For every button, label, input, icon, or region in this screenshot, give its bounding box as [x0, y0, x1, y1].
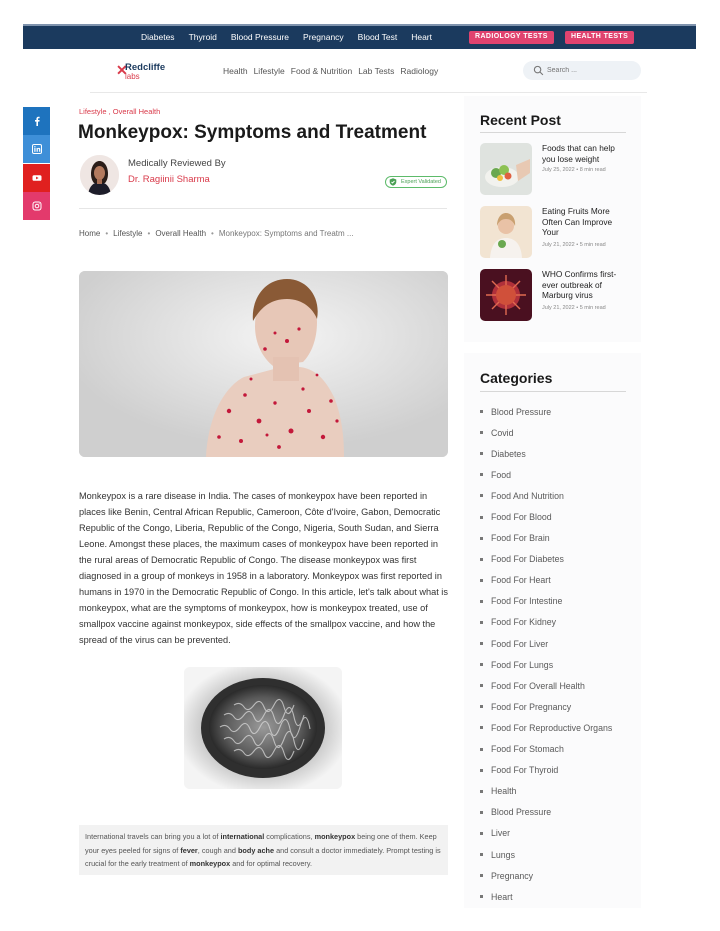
nav-food-nutrition[interactable]: Food & Nutrition [290, 66, 353, 76]
post-meta: July 21, 2022 • 5 min read [542, 305, 606, 311]
category-item[interactable]: Food For Blood [480, 506, 612, 527]
category-item[interactable]: Covid [480, 422, 612, 443]
categories-title: Categories [480, 370, 553, 386]
post-meta: July 21, 2022 • 5 min read [542, 242, 606, 248]
search-box [523, 61, 641, 80]
logo-subtext: labs [125, 72, 140, 81]
callout-text: and consult a doctor immediately. Prompt testing is crucial for the early treatment of [85, 845, 441, 868]
breadcrumb-separator: • [105, 229, 109, 238]
post-thumbnail [480, 206, 532, 258]
category-item[interactable]: Food For Lungs [480, 654, 612, 675]
topnav-thyroid[interactable]: Thyroid [188, 32, 217, 42]
post-thumbnail [480, 269, 532, 321]
article-callout [79, 825, 448, 875]
badge-text: Expert Validated [401, 178, 441, 185]
callout-bold: monkeypox [314, 832, 356, 841]
category-item[interactable]: Health [480, 781, 612, 802]
article-body: Monkeypox is a rare disease in India. The cases of monkeypox have been reported in places like Benin, Central African Republic, Cameroon, Côte d'Ivoire, Gabon, Democratic Republic of the Congo, Liberia, Republic of the Congo, Nigeria, South Sudan, and Sierra Leone. Amongst these places, the maximum cases of monkeypox have been reported in the rural areas of Democratic Republic of Congo. The disease monkeypox was first diagnosed in a group of monkeys in 1958 in a laboratory. Monkeypox was first reported in humans in 1970 in the Democratic Republic of Congo. In this article, let's talk about what is monkeypox, what are the symptoms of monkeypox, how is monkeypox treated, use of smallpox vaccine against monkeypox, side effects of the smallpox vaccine, and how the spread of the virus can be prevented. [79, 491, 448, 645]
category-item[interactable]: Food For Heart [480, 570, 612, 591]
page-title: Monkeypox: Symptoms and Treatment [78, 122, 427, 143]
category-item[interactable]: Lungs [480, 844, 612, 865]
callout-bold: fever [180, 845, 198, 855]
category-item[interactable]: Food For Kidney [480, 612, 612, 633]
category-item[interactable]: Blood Pressure [480, 802, 612, 823]
breadcrumb-current: Monkeypox: Symptoms and Treatm ... [218, 229, 354, 238]
search-icon[interactable] [533, 65, 544, 76]
category-item[interactable]: Pregnancy [480, 865, 612, 886]
categories-card [464, 353, 641, 908]
top-bar [23, 24, 696, 49]
breadcrumb-overall-health[interactable]: Overall Health [155, 229, 207, 238]
category-item[interactable]: Liver [480, 823, 612, 844]
topnav-blood-pressure[interactable]: Blood Pressure [230, 32, 290, 42]
logo-mark-icon: ✕ [116, 62, 128, 78]
category-item[interactable]: Food For Diabetes [480, 549, 612, 570]
recent-post-item[interactable] [480, 206, 630, 260]
recent-post-item[interactable] [480, 143, 630, 197]
article-categories[interactable]: Lifestyle , Overall Health [79, 107, 161, 116]
category-item[interactable]: Food For Overall Health [480, 675, 612, 696]
radiology-tests-button[interactable]: RADIOLOGY TESTS [469, 31, 554, 44]
youtube-icon [32, 173, 42, 183]
reviewer-avatar [80, 155, 119, 195]
category-item[interactable]: Food For Pregnancy [480, 696, 612, 717]
share-facebook-button[interactable] [23, 107, 50, 135]
breadcrumb [79, 229, 354, 238]
search-input[interactable] [547, 64, 633, 77]
recent-post-item[interactable] [480, 269, 630, 323]
callout-bold: monkeypox [189, 859, 231, 868]
category-item[interactable]: Food For Liver [480, 633, 612, 654]
category-item[interactable]: Food [480, 464, 612, 485]
header-divider [90, 92, 647, 93]
logo-text: Redcliffe [125, 62, 166, 73]
virus-micrograph-image [184, 667, 342, 789]
expert-validated-badge [385, 176, 447, 188]
instagram-icon [32, 201, 42, 211]
reviewer-name-link[interactable]: Dr. Ragiinii Sharma [128, 174, 210, 185]
nav-lab-tests[interactable]: Lab Tests [358, 66, 395, 76]
category-item[interactable]: Heart [480, 886, 612, 907]
reviewed-by-label: Medically Reviewed By [128, 158, 226, 169]
breadcrumb-home[interactable]: Home [79, 229, 101, 238]
breadcrumb-lifestyle[interactable]: Lifestyle [113, 229, 143, 238]
category-item[interactable]: Food For Thyroid [480, 760, 612, 781]
callout-text: , cough and [197, 845, 238, 855]
category-item[interactable]: Food For Intestine [480, 591, 612, 612]
recent-posts-title: Recent Post [480, 112, 561, 128]
callout-text: International travels can bring you a lot of [85, 832, 221, 841]
callout-text: and for optimal recovery. [230, 859, 312, 868]
post-title[interactable]: Foods that can help you lose weight [542, 143, 615, 164]
top-nav [141, 32, 432, 42]
nav-radiology[interactable]: Radiology [400, 66, 439, 76]
recent-title-underline [480, 132, 626, 133]
category-item[interactable]: Food And Nutrition [480, 485, 612, 506]
topnav-pregnancy[interactable]: Pregnancy [303, 32, 344, 42]
nav-lifestyle[interactable]: Lifestyle [253, 66, 285, 76]
callout-bold: body ache [237, 845, 275, 855]
article-divider [79, 208, 447, 209]
breadcrumb-separator: • [211, 229, 214, 238]
topnav-heart[interactable]: Heart [411, 32, 433, 42]
breadcrumb-separator: • [147, 229, 151, 238]
main-nav [223, 66, 438, 76]
recent-posts-card [464, 96, 641, 342]
topnav-diabetes[interactable]: Diabetes [141, 32, 175, 42]
share-linkedin-button[interactable] [23, 135, 50, 163]
post-thumbnail [480, 143, 532, 195]
topnav-blood-test[interactable]: Blood Test [357, 32, 398, 42]
category-item[interactable]: Blood Pressure [480, 401, 612, 422]
categories-title-underline [480, 391, 626, 392]
logo[interactable] [116, 62, 176, 82]
category-item[interactable]: Food For Stomach [480, 739, 612, 760]
linkedin-icon [32, 144, 42, 154]
category-item[interactable]: Diabetes [480, 443, 612, 464]
health-tests-button[interactable]: HEALTH TESTS [565, 31, 634, 44]
callout-bold: international [220, 832, 265, 841]
nav-health[interactable]: Health [223, 66, 248, 76]
category-item[interactable]: Food For Brain [480, 528, 612, 549]
post-meta: July 25, 2022 • 8 min read [542, 167, 606, 173]
post-title[interactable]: WHO Confirms first-ever outbreak of Marburg virus [542, 269, 617, 300]
shield-check-icon [389, 178, 397, 186]
categories-list [480, 401, 612, 907]
share-youtube-button[interactable] [23, 164, 50, 192]
category-item[interactable]: Food For Reproductive Organs [480, 717, 612, 738]
callout-text: complications, [264, 832, 315, 841]
post-title[interactable]: Eating Fruits More Often Can Improve Your [542, 206, 613, 237]
share-instagram-button[interactable] [23, 192, 50, 220]
facebook-icon [32, 116, 42, 126]
callout-text: being one of them. Keep your eyes peeled for signs of [85, 832, 437, 855]
hero-image [79, 271, 448, 457]
